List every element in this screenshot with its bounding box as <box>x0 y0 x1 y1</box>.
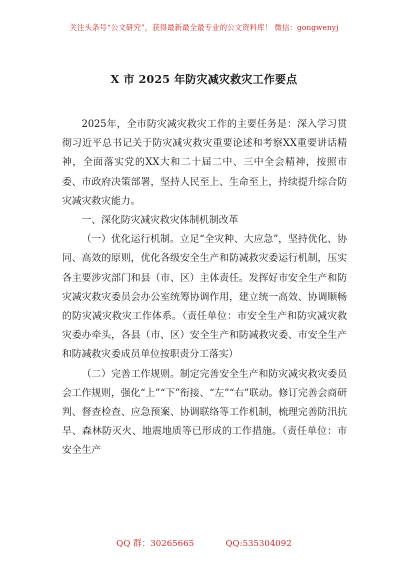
body-paragraph: （一）优化运行机制。立足“全灾种、大应急”，坚持优化、协同、高效的原则，优化各级安全生产和防减救灾委运行机制，压实各主要涉灾部门和县（市、区）主体责任。发挥好市安全生产和防灾减灾救灾委员会办公室统筹协调作用，建立统一高效、协调顺畅的防灾减灾救灾工作体系。（责任单位：市安全生产和防灾减灾救灾委办牵头，各县（市、区）安全生产和防减救灾委、市安全生产和防减救灾委成员单位按职责分工落实） <box>62 234 347 361</box>
document-title: X 市 2025 年防灾减灾救灾工作要点 <box>110 73 298 86</box>
qq-group-number: QQ 群：30265665 <box>116 539 195 549</box>
section-heading: 一、深化防灾减灾救灾体制机制改革 <box>81 215 239 227</box>
promo-banner: 关注头条号“公文研究”，获得最新最全最专业的公文资料库！ 微信：gongwenyj <box>69 23 339 32</box>
body-paragraph: （二）完善工作规则。制定完善安全生产和防灾减灾救灾委员会工作规则，强化“上”“下”衔接、“左”“右”联动。修订完善会商研判、督查检查、应急预案、协调联络等工作机制，梳理完善防汛抗旱、森林防灭火、地震地质等已形成的工作措施。（责任单位：市安全生产 <box>62 368 347 457</box>
contact-footer <box>0 537 408 549</box>
qq-contact-number: QQ:535304092 <box>225 539 292 549</box>
intro-paragraph: 2025年，全市防灾减灾救灾工作的主要任务是：深入学习贯彻习近平总书记关于防灾减灾救灾重要论述和考察XX重要讲话精神，全面落实党的XX大和二十届二中、三中全会精神，按照市委、市政府决策部署，坚持人民至上、生命至上，持续提升综合防灾减灾救灾能力。 <box>62 119 347 207</box>
document-body <box>62 115 347 461</box>
